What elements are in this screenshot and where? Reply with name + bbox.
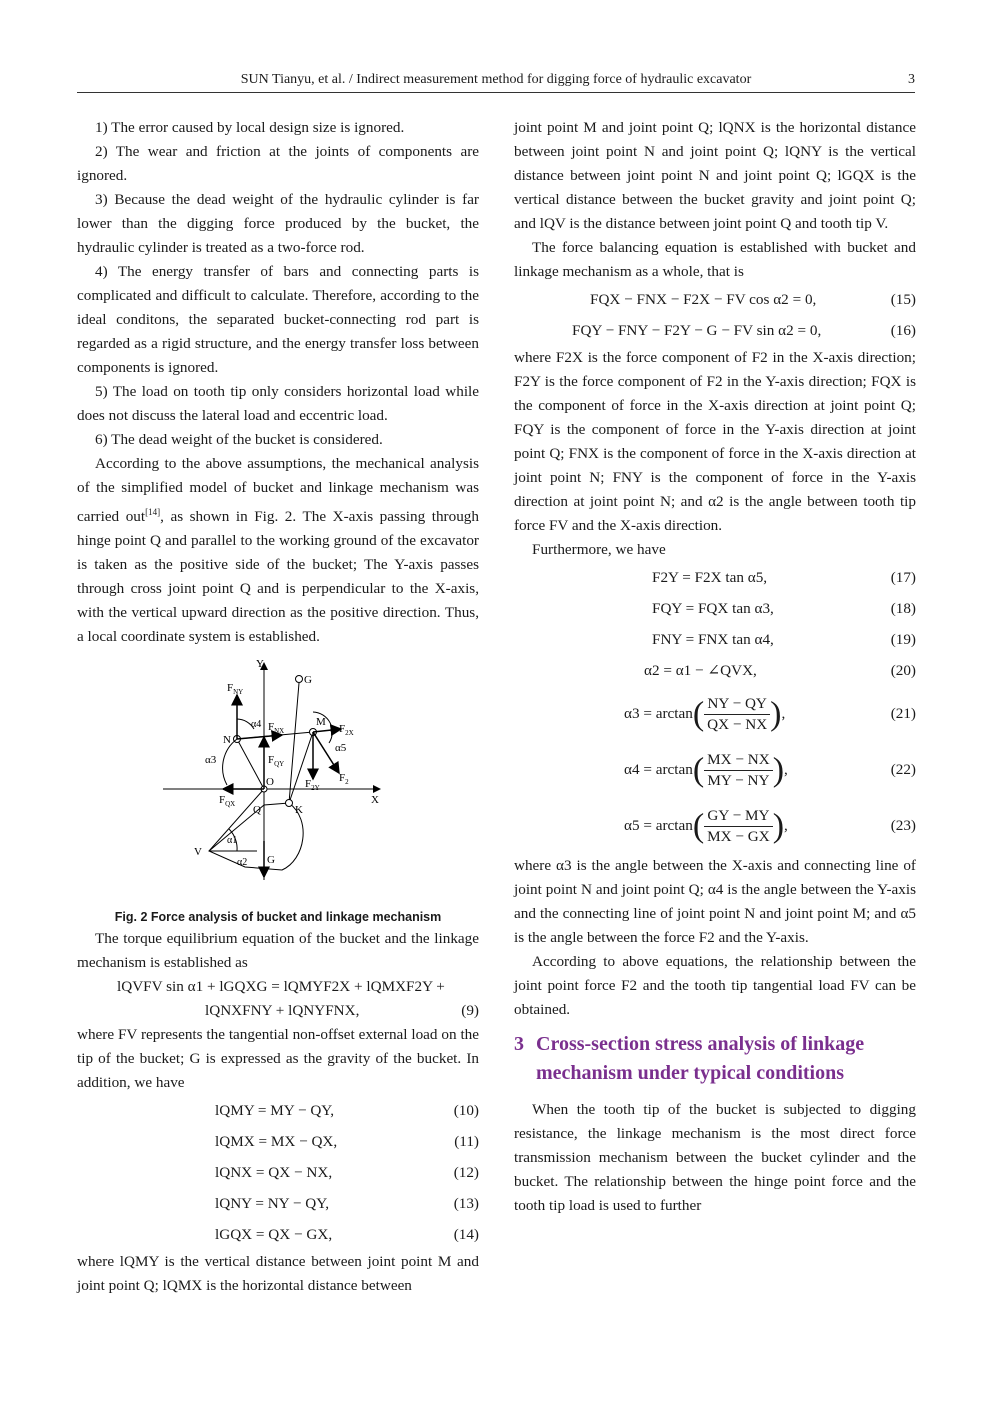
eq16: FQY − FNY − F2Y − G − FV sin α2 = 0,	[572, 322, 822, 339]
eq18-number: (18)	[890, 600, 916, 617]
label-fqy: $F_{QY}$	[268, 754, 285, 769]
label-fqx: $F_{QX}$	[219, 794, 236, 809]
paragraph-torque: The torque equilibrium equation of the bucket and the linkage mechanism is established as	[77, 930, 479, 972]
eq10: lQMY = MY − QY,	[215, 1102, 335, 1120]
left-column	[77, 116, 479, 1298]
point-k	[286, 800, 293, 807]
eq19: FNY = FNX tan α4,	[652, 631, 774, 648]
eq22-fraction	[704, 750, 773, 791]
label-alpha5: α5	[335, 742, 347, 755]
eq22	[624, 742, 788, 799]
eq21	[624, 686, 785, 743]
eq9-line1: lQVFV sin α1 + lGQXG = lQMYF2X + lQMXF2Y +	[117, 978, 445, 996]
label-f2x: $F_{2X}$	[339, 723, 354, 738]
link-gk	[289, 683, 299, 803]
assumption-5: 5) The load on tooth tip only considers horizontal load while does not discuss the lateral load and eccentric load.	[77, 383, 479, 424]
eq16-number: (16)	[890, 322, 916, 339]
label-q: Q	[253, 804, 261, 817]
equation-9-line1	[77, 975, 479, 999]
eq21-number: (21)	[890, 705, 916, 722]
eq23-fraction	[704, 806, 773, 847]
equation-13	[77, 1188, 479, 1219]
label-k: K	[295, 804, 303, 817]
label-fny: $F_{NY}$	[227, 682, 244, 697]
label-alpha1: α1	[227, 835, 238, 847]
equation-12	[77, 1157, 479, 1188]
eq14-number: (14)	[453, 1226, 479, 1244]
eq22-lhs: α4 = arctan	[624, 761, 693, 778]
label-v: V	[194, 846, 202, 859]
equation-23	[514, 798, 916, 854]
equation-17	[514, 562, 916, 593]
label-o: O	[266, 776, 274, 789]
eq15-number: (15)	[890, 291, 916, 308]
paragraph-furthermore: Furthermore, we have	[532, 541, 666, 558]
eq23-paren-right: )	[772, 807, 785, 845]
link-mk	[289, 732, 313, 803]
equation-9-line2	[77, 999, 479, 1023]
eq12: lQNX = QX − NX,	[215, 1164, 333, 1182]
eq17-number: (17)	[890, 569, 916, 586]
eq21-numerator: NY − QY	[704, 694, 770, 715]
label-g-low: G	[267, 854, 275, 867]
eq21-tail: ,	[781, 705, 786, 722]
eq18: FQY = FQX tan α3,	[652, 600, 774, 617]
section-heading-3	[514, 1030, 916, 1088]
link-nq	[237, 739, 264, 789]
eq23-denominator: MX − GX	[707, 828, 770, 846]
paragraph-where-lqmy: where lQMY is the vertical distance between joint point M and joint point Q; lQMX is the horizontal distance between	[77, 1253, 479, 1295]
label-y: Y	[256, 658, 264, 671]
equation-18	[514, 593, 916, 624]
label-alpha2: α2	[237, 857, 248, 869]
point-g-top	[296, 676, 303, 683]
section-number: 3	[514, 1033, 524, 1055]
eq21-lhs: α3 = arctan	[624, 705, 693, 722]
running-title: SUN Tianyu, et al. / Indirect measurement method for digging force of hydraulic excavator	[240, 72, 752, 87]
eq22-denominator: MY − NY	[707, 772, 770, 790]
eq23-numerator: GY − MY	[704, 806, 773, 827]
eq23	[624, 798, 788, 855]
eq22-paren-right: )	[772, 751, 785, 789]
eq23-tail: ,	[784, 817, 788, 834]
assumption-4: 4) The energy transfer of bars and connecting parts is complicated and difficult to calculate. Therefore, according to the ideal conditons, the separated bucket-connecting rod part is regarded as a rigid structure, and the energy transfer loss between components is ignored.	[77, 263, 479, 376]
right-column	[514, 116, 916, 1218]
paragraph-force-balance: The force balancing equation is established with bucket and linkage mechanism as a whole, that is	[514, 239, 916, 280]
assumption-3: 3) Because the dead weight of the hydraulic cylinder is far lower than the digging force produced by the bucket, the hydraulic cylinder is treated as a two-force rod.	[77, 191, 479, 256]
eq22-paren-left: (	[692, 751, 705, 789]
paragraph-where-fv: where FV represents the tangential non-offset external load on the tip of the bucket; G is expressed as the gravity of the bucket. In addition, we have	[77, 1026, 479, 1092]
eq22-numerator: MX − NX	[704, 750, 773, 771]
label-f2: $F_2$	[339, 772, 349, 787]
arrow-f2x	[313, 729, 341, 732]
paragraph-coordinate-system	[77, 452, 479, 649]
eq11: lQMX = MX − QX,	[215, 1133, 338, 1151]
eq23-paren-left: (	[692, 807, 705, 845]
figure-2	[77, 655, 479, 903]
label-f2y: $F_{2Y}$	[305, 778, 320, 793]
running-header	[77, 70, 915, 93]
equation-14	[77, 1219, 479, 1250]
equation-16	[514, 315, 916, 346]
eq12-number: (12)	[453, 1164, 479, 1182]
eq11-number: (11)	[454, 1133, 479, 1151]
label-alpha3: α3	[205, 754, 217, 767]
equation-22	[514, 742, 916, 798]
label-fnx: $F_{NX}$	[268, 721, 285, 736]
eq23-lhs: α5 = arctan	[624, 817, 693, 834]
paragraph-angles: where α3 is the angle between the X-axis and connecting line of joint point N and joint point Q; α4 is the angle between the Y-axis and the connecting line of joint point N and joint point M; and α5 is the angle between the force F2 and the Y-axis.	[514, 857, 916, 946]
citation: [14]	[145, 507, 161, 517]
eq9-number: (9)	[461, 1002, 479, 1020]
eq22-number: (22)	[890, 761, 916, 778]
equation-19	[514, 624, 916, 655]
assumption-6: 6) The dead weight of the bucket is considered.	[95, 431, 383, 448]
label-x: X	[371, 794, 379, 807]
eq19-number: (19)	[890, 631, 916, 648]
eq21-denominator: QX − NX	[707, 716, 768, 734]
label-n: N	[223, 734, 231, 747]
label-g-top: G	[304, 674, 312, 687]
eq20: α2 = α1 − ∠QVX,	[644, 662, 757, 679]
label-m: M	[316, 716, 326, 729]
paragraph-relationship: According to above equations, the relationship between the joint point force F2 and the tooth tip tangential load FV can be obtained.	[514, 953, 916, 1018]
paragraph-distances: joint point M and joint point Q; lQNX is the horizontal distance between joint point N and joint point Q; lQNY is the vertical distance between joint point N and joint point Q; lGQX is the vertical distance between the bucket gravity and joint point Q; and lQV is the distance between joint point Q and tooth tip V.	[514, 119, 916, 232]
page-number: 3	[908, 72, 915, 87]
figure-caption: Fig. 2 Force analysis of bucket and linkage mechanism	[114, 910, 442, 925]
section-title-line2: mechanism under typical conditions	[536, 1062, 844, 1084]
eq9-line2: lQNXFNY + lQNYFNX,	[205, 1002, 360, 1020]
eq13: lQNY = NY − QY,	[215, 1195, 330, 1213]
equation-21	[514, 686, 916, 742]
arrow-fnx	[237, 735, 282, 739]
eq21-fraction	[704, 694, 770, 735]
eq22-tail: ,	[784, 761, 788, 778]
section-title-line1: Cross-section stress analysis of linkage	[536, 1033, 865, 1055]
eq21-paren-right: )	[770, 695, 782, 733]
paragraph-section3-intro: When the tooth tip of the bucket is subjected to digging resistance, the linkage mechanism is the most direct force transmission mechanism between the bucket cylinder and the bucket. The relationship between the hinge point force and the tooth tip load is used to further	[514, 1101, 916, 1214]
equation-11	[77, 1126, 479, 1157]
equation-20	[514, 655, 916, 686]
assumption-2: 2) The wear and friction at the joints of components are ignored.	[77, 143, 479, 184]
eq17: F2Y = F2X tan α5,	[652, 569, 768, 586]
force-diagram	[77, 655, 479, 903]
equation-10	[77, 1095, 479, 1126]
eq23-number: (23)	[890, 817, 916, 834]
eq21-paren-left: (	[692, 695, 705, 733]
eq20-number: (20)	[890, 662, 916, 679]
paragraph-text-b: , as shown in Fig. 2. The X-axis passing through hinge point Q and parallel to the working ground of the excavator is taken as the positive side of the bucket; The Y-axis passes through cross joint point Q and is perpendicular to the X-axis, with the vertical upward direction as the positive direction. Thus, a local coordinate system is established.	[77, 508, 479, 646]
equation-15	[514, 284, 916, 315]
eq13-number: (13)	[453, 1195, 479, 1213]
eq14: lGQX = QX − GX,	[215, 1226, 333, 1244]
paragraph-components: where F2X is the force component of F2 in the X-axis direction; F2Y is the force component of F2 in the Y-axis direction; FQX is the component of force in the X-axis direction at joint point Q; FQY is the component of force in the Y-axis direction at joint point Q; FNX is the component of force in the X-axis direction at joint point N; FNY is the component of force in the Y-axis direction at joint point N; and α2 is the angle between tooth tip force FV and the X-axis direction.	[514, 349, 916, 534]
eq15: FQX − FNX − F2X − FV cos α2 = 0,	[590, 291, 817, 308]
paragraph-text-a: According to the above assumptions, the mechanical analysis of the simplified model of bucket and linkage mechanism was carried out	[77, 455, 479, 526]
assumption-1: 1) The error caused by local design size is ignored.	[95, 119, 405, 136]
label-alpha4: α4	[251, 719, 262, 731]
eq10-number: (10)	[453, 1102, 479, 1120]
